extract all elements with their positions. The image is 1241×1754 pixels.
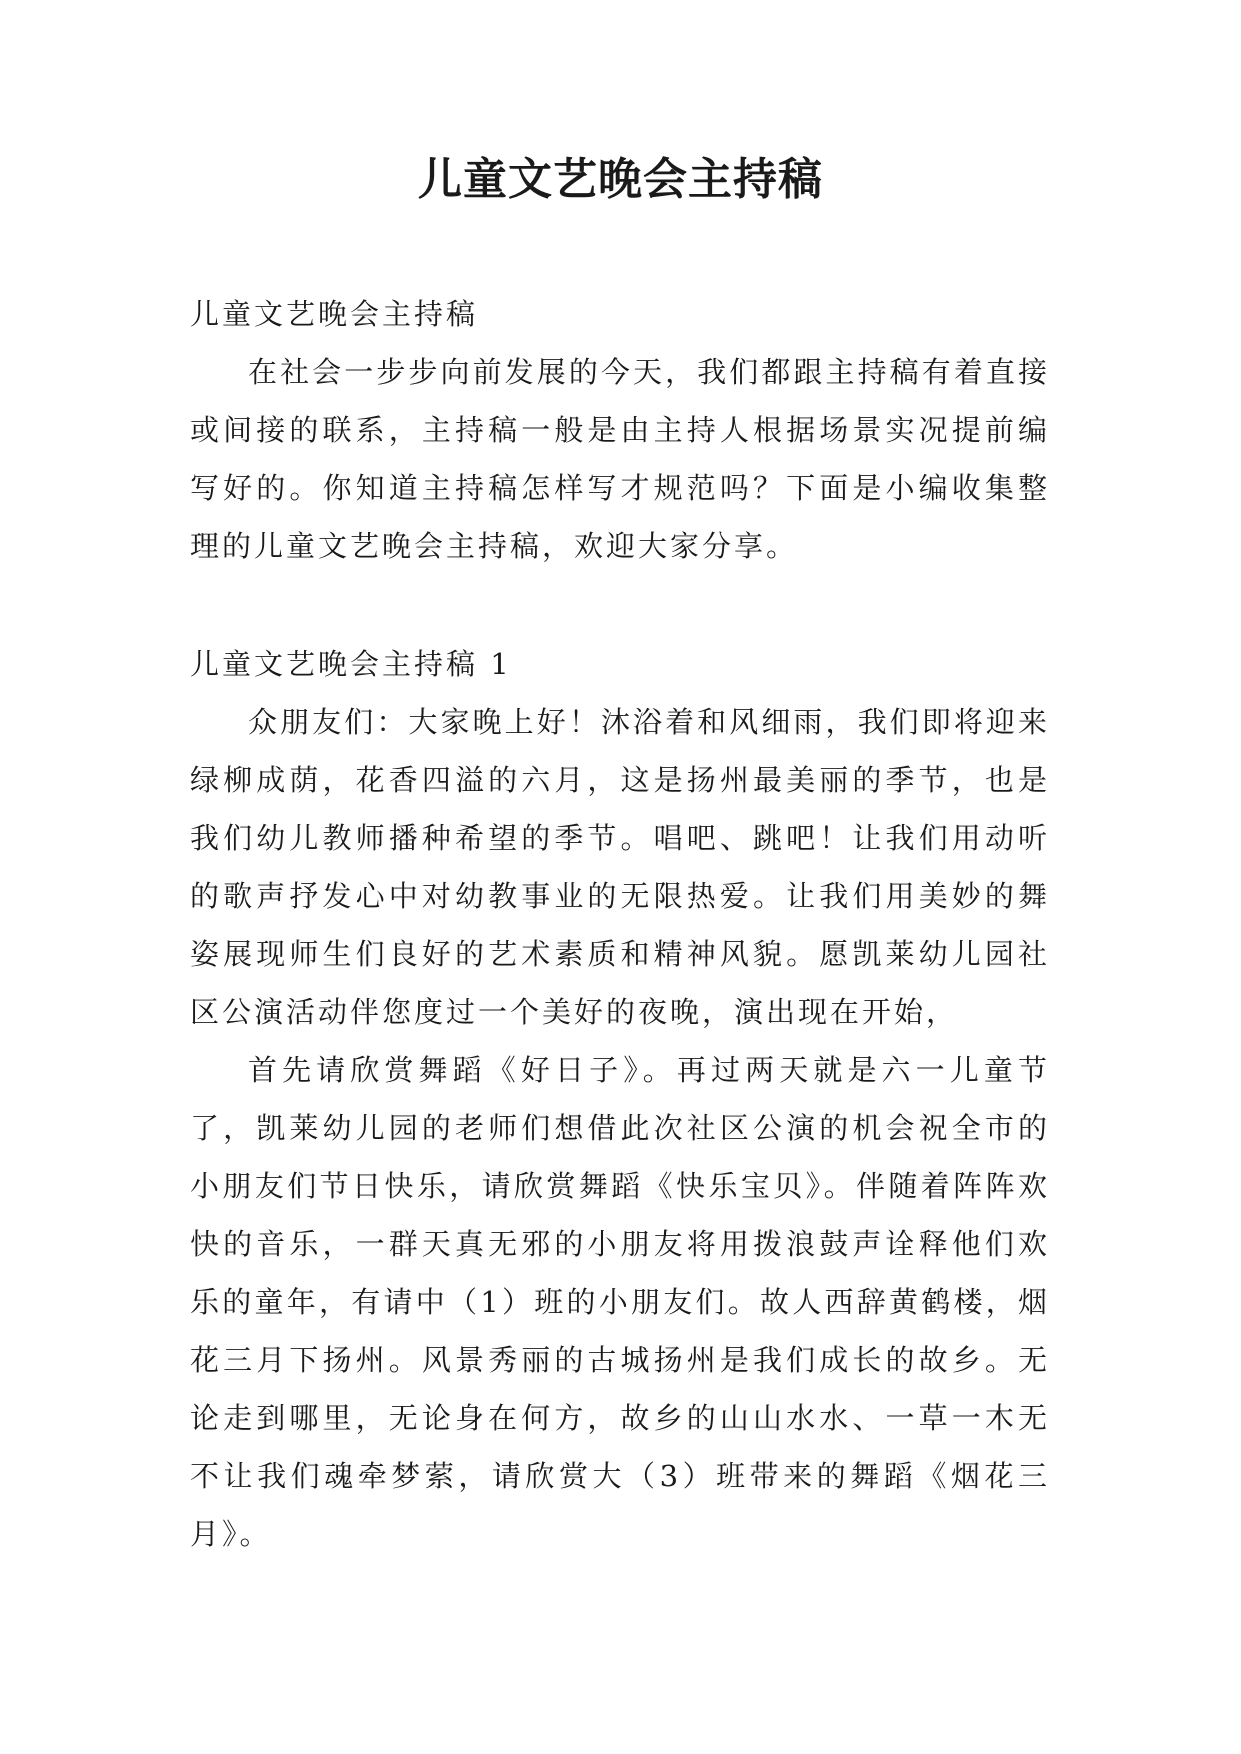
section-1-paragraph: 众朋友们：大家晚上好！沐浴着和风细雨，我们即将迎来绿柳成荫，花香四溢的六月，这是扬州最美丽的季节，也是我们幼儿教师播种希望的季节。唱吧、跳吧！让我们用动听的歌声抒发心中对幼教事业的无限热爱。让我们用美妙的舞姿展现师生们良好的艺术素质和精神风貌。愿凯莱幼儿园社区公演活动伴您度过一个美好的夜晚，演出现在开始， <box>190 705 1050 1029</box>
intro-heading: 儿童文艺晚会主持稿 <box>190 297 479 331</box>
intro-section <box>190 285 1050 575</box>
section-1-heading: 儿童文艺晚会主持稿 1 <box>190 647 512 681</box>
section-1-paragraph: 首先请欣赏舞蹈《好日子》。再过两天就是六一儿童节了，凯莱幼儿园的老师们想借此次社区公演的机会祝全市的小朋友们节日快乐，请欣赏舞蹈《快乐宝贝》。伴随着阵阵欢快的音乐，一群天真无邪的小朋友将用拨浪鼓声诠释他们欢乐的童年，有请中（1）班的小朋友们。故人西辞黄鹤楼，烟花三月下扬州。风景秀丽的古城扬州是我们成长的故乡。无论走到哪里，无论身在何方，故乡的山山水水、一草一木无不让我们魂牵梦萦，请欣赏大（3）班带来的舞蹈《烟花三月》。 <box>190 1053 1050 1551</box>
section-1 <box>190 635 1050 1563</box>
document-title: 儿童文艺晚会主持稿 <box>418 154 823 205</box>
intro-paragraph: 在社会一步步向前发展的今天，我们都跟主持稿有着直接或间接的联系，主持稿一般是由主持人根据场景实况提前编写好的。你知道主持稿怎样写才规范吗？下面是小编收集整理的儿童文艺晚会主持稿，欢迎大家分享。 <box>190 355 1050 563</box>
